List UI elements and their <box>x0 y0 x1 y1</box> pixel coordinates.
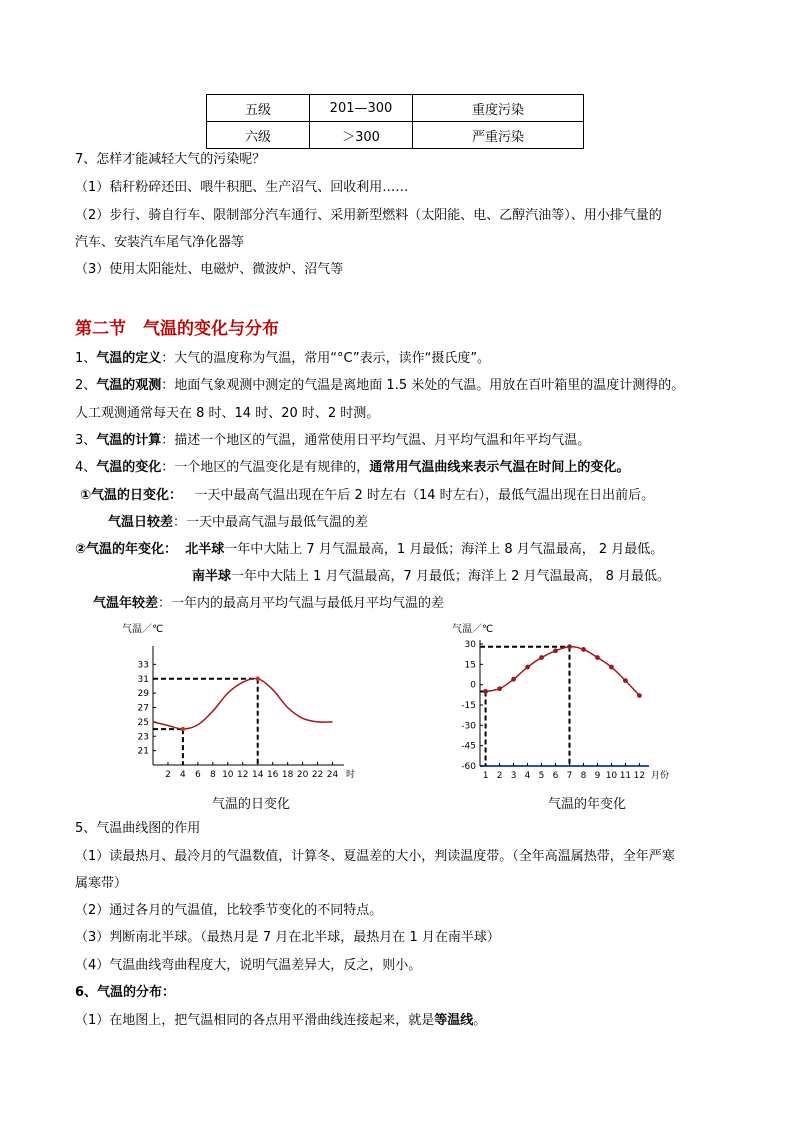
y-axis-label: 气温／℃ <box>452 624 494 635</box>
chart-caption-annual: 气温的年变化 <box>548 797 627 812</box>
q5-item-4: （4）气温曲线弯曲程度大，说明气温差异大，反之，则小。 <box>75 958 422 973</box>
q5-item-3: （3）判断南北半球。（最热月是 7 月在北半球，最热月在 1 月在南半球） <box>75 930 500 945</box>
data-point <box>497 686 502 691</box>
data-point <box>553 648 558 653</box>
table-cell-range: 201—300 <box>310 95 413 122</box>
y-tick-label: 0 <box>470 680 476 691</box>
data-point <box>539 655 544 660</box>
x-tick-label: 4 <box>524 771 531 781</box>
q5-title: 5、气温曲线图的作用 <box>75 821 201 836</box>
y-tick-label: -45 <box>461 741 476 752</box>
x-tick-label: 12 <box>237 770 249 780</box>
daily-range-label: 气温日较差 <box>108 515 174 530</box>
q7-title: 7、怎样才能减轻大气的污染呢？ <box>75 152 266 167</box>
air-quality-table <box>206 94 584 149</box>
x-tick-label: 12 <box>633 771 646 781</box>
para-observation-label: 气温的观测 <box>96 378 162 393</box>
para-observation-text: ：地面气象观测中测定的气温是离地面 1.5 米处的气温。用放在百叶箱里的温度计测得的。 <box>161 378 685 393</box>
x-tick-label: 6 <box>195 770 201 780</box>
y-tick-label: 33 <box>137 660 149 671</box>
x-tick-label: 2 <box>496 771 503 781</box>
y-tick-label: 21 <box>137 746 149 757</box>
q7-item-2: （2）步行、骑自行车、限制部分汽车通行、采用新型燃料（太阳能、电、乙醇汽油等）、用小排气量的 <box>75 208 662 223</box>
x-tick-label: 6 <box>552 771 559 781</box>
y-tick-label: 23 <box>137 732 149 743</box>
q7-item-2-cont: 汽车、安装汽车尾气净化器等 <box>75 235 245 250</box>
data-point <box>525 665 530 670</box>
daily-change <box>80 487 654 505</box>
daily-temperature-chart <box>120 620 360 785</box>
chart-caption-daily: 气温的日变化 <box>212 797 291 812</box>
data-point <box>595 655 600 660</box>
data-point <box>511 677 516 682</box>
x-tick-label: 24 <box>326 770 339 780</box>
x-tick-label: 2 <box>165 770 171 780</box>
para-change-label: 气温的变化 <box>96 460 162 475</box>
q6-title: 6、气温的分布： <box>75 985 176 1000</box>
daily-change-text: 一天中最高气温出现在午后 2 时左右（14 时左右），最低气温出现在日出前后。 <box>194 488 655 503</box>
x-tick-label: 7 <box>566 771 573 781</box>
daily-change-label: ①气温的日变化： <box>80 488 183 503</box>
x-tick-label: 8 <box>580 771 587 781</box>
para-calculation-text: ：描述一个地区的气温，通常使用日平均气温、月平均气温和年平均气温。 <box>161 433 591 448</box>
x-axis-label: 月份 <box>651 771 670 781</box>
annual-change-label: ②气温的年变化： <box>75 542 178 557</box>
q6-item-1-text: （1）在地图上，把气温相同的各点用平滑曲线连接起来，就是 <box>75 1013 435 1028</box>
temperature-curve <box>153 678 333 729</box>
para-calculation-label: 气温的计算 <box>96 433 162 448</box>
y-tick-label: -30 <box>461 721 476 732</box>
annual-temperature-chart <box>450 620 675 785</box>
para-change-bold: 通常用气温曲线来表示气温在时间上的变化。 <box>369 460 630 475</box>
y-axis-label: 气温／℃ <box>122 624 164 635</box>
q7-item-3: （3）使用太阳能灶、电磁炉、微波炉、沼气等 <box>75 262 344 277</box>
x-tick-label: 11 <box>619 771 632 781</box>
data-point <box>581 647 586 652</box>
data-point <box>567 644 572 649</box>
x-tick-label: 20 <box>296 770 309 780</box>
data-point <box>181 727 185 731</box>
para-definition-text: ：大气的温度称为气温，常用“°C”表示，读作“摄氏度”。 <box>161 351 491 366</box>
table-cell-level: 五级 <box>207 95 310 122</box>
daily-range-text: ：一天中最高气温与最低气温的差 <box>173 515 369 530</box>
x-tick-label: 3 <box>510 771 517 781</box>
temperature-curve <box>486 647 640 696</box>
x-tick-label: 16 <box>266 770 279 780</box>
q6-item-1 <box>75 1012 486 1030</box>
south-label: 南半球 <box>192 569 232 584</box>
q6-item-1-end: 。 <box>473 1013 487 1028</box>
x-tick-label: 14 <box>251 770 264 780</box>
x-axis-label: 时 <box>346 770 356 780</box>
x-tick-label: 1 <box>482 771 489 781</box>
q6-isotherm: 等温线 <box>434 1013 474 1028</box>
annual-range-text: ：一年内的最高月平均气温与最低月平均气温的差 <box>158 596 445 611</box>
q7-item-1: （1）秸秆粉碎还田、喂牛积肥、生产沼气、回收利用…… <box>75 180 409 195</box>
data-point <box>609 665 614 670</box>
data-point <box>256 677 260 681</box>
data-point <box>637 693 642 698</box>
table-cell-level: 六级 <box>207 122 310 149</box>
x-tick-label: 8 <box>209 770 216 780</box>
para-observation: 2、气温的观测：地面气象观测中测定的气温是离地面 1.5 米处的气温。用放在百叶箱里的温度计测得的。 <box>75 378 685 393</box>
y-tick-label: -15 <box>461 701 476 711</box>
x-tick-label: 10 <box>222 770 234 780</box>
table-cell-status: 严重污染 <box>413 122 584 149</box>
north-text: 一年中大陆上 7 月气温最高，1 月最低；海洋上 8 月气温最高， 2 月最低。 <box>224 542 664 557</box>
table-cell-status: 重度污染 <box>413 95 584 122</box>
annual-change-south <box>192 568 670 586</box>
q5-item-1: （1）读最热月、最冷月的气温数值，计算冬、夏温差的大小，判读温度带。（全年高温属热带，全年严寒 <box>75 849 675 864</box>
annual-range <box>93 595 444 613</box>
y-tick-label: 15 <box>464 660 476 671</box>
y-tick-label: 25 <box>137 717 149 728</box>
table-row <box>207 122 584 149</box>
x-tick-label: 10 <box>605 771 618 781</box>
y-tick-label: 29 <box>137 689 149 700</box>
x-tick-label: 4 <box>180 770 186 780</box>
q5-item-1-cont: 属寒带） <box>75 876 128 891</box>
north-label: 北半球 <box>185 542 225 557</box>
x-tick-label: 9 <box>594 771 601 781</box>
para-change-text: ：一个地区的气温变化是有规律的， <box>161 460 370 475</box>
para-calculation: 3、气温的计算：描述一个地区的气温，通常使用日平均气温、月平均气温和年平均气温。 <box>75 433 591 448</box>
para-definition-label: 气温的定义 <box>96 351 162 366</box>
y-tick-label: 27 <box>137 703 149 714</box>
x-tick-label: 5 <box>538 771 545 781</box>
section-title: 第二节 气温的变化与分布 <box>75 319 279 339</box>
y-tick-label: -60 <box>461 762 476 772</box>
table-cell-range: ＞300 <box>310 122 413 149</box>
para-definition: 1、气温的定义：大气的温度称为气温，常用“°C”表示，读作“摄氏度”。 <box>75 351 491 366</box>
x-tick-label: 22 <box>311 770 324 780</box>
table-row <box>207 95 584 122</box>
x-tick-label: 18 <box>281 770 294 780</box>
q5-item-2: （2）通过各月的气温值，比较季节变化的不同特点。 <box>75 903 383 918</box>
daily-range <box>108 514 368 532</box>
south-text: 一年中大陆上 1 月气温最高，7 月最低；海洋上 2 月气温最高， 8 月最低。 <box>231 569 671 584</box>
annual-range-label: 气温年较差 <box>93 596 159 611</box>
para-change: 4、气温的变化：一个地区的气温变化是有规律的，通常用气温曲线来表示气温在时间上的变化。 <box>75 460 630 475</box>
data-point <box>623 678 628 683</box>
annual-change-north <box>75 541 663 559</box>
para-observation-cont: 人工观测通常每天在 8 时、14 时、20 时、2 时测。 <box>75 406 380 421</box>
y-tick-label: 31 <box>137 674 149 685</box>
data-point <box>483 689 488 694</box>
y-tick-label: 30 <box>464 640 476 650</box>
